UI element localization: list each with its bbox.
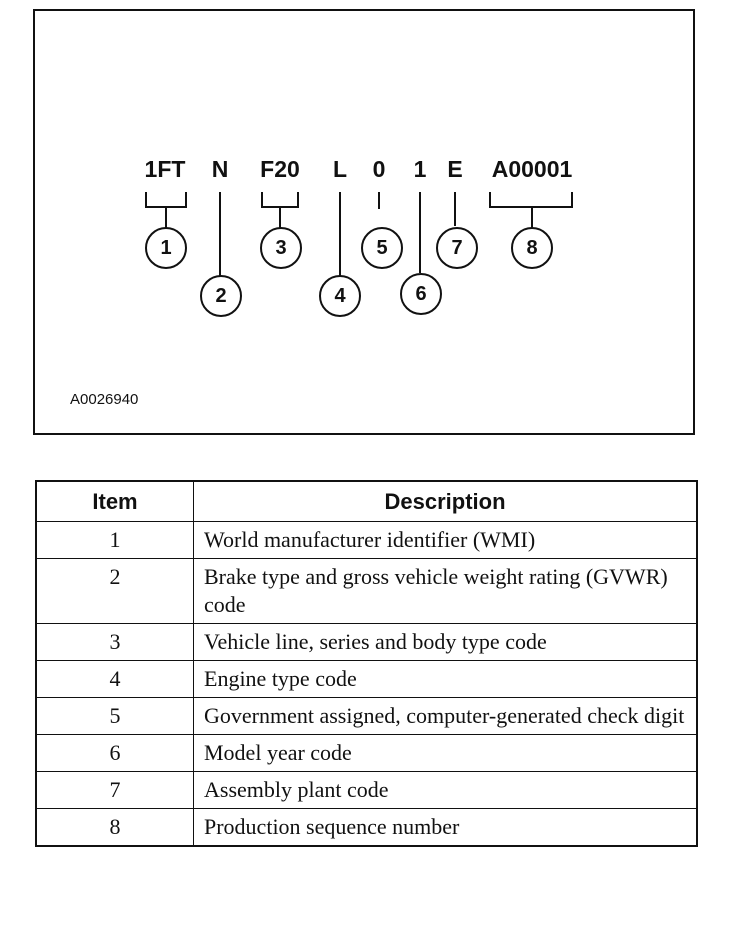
vin-segment-1: 1FT <box>144 156 186 182</box>
callout-6 <box>401 274 441 314</box>
item-description: Vehicle line, series and body type code <box>194 624 698 661</box>
vin-diagram <box>33 9 695 435</box>
table-row <box>36 559 697 624</box>
vin-segment-7: E <box>447 156 463 182</box>
bracket-1 <box>146 192 186 230</box>
vin-diagram-svg <box>35 11 697 437</box>
item-number: 6 <box>36 735 194 772</box>
callout-1 <box>146 228 186 268</box>
leader-lines <box>146 192 572 282</box>
legend-header-row <box>36 481 697 522</box>
item-number: 3 <box>36 624 194 661</box>
vin-segment-3: F20 <box>260 156 300 182</box>
callout-6-number: 6 <box>415 283 427 305</box>
vin-segment-8: A00001 <box>491 156 573 182</box>
vin-segment-6: 1 <box>413 156 427 182</box>
description-column-header: Description <box>194 481 698 522</box>
vin-segment-4: L <box>332 156 348 182</box>
bracket-3 <box>262 192 298 229</box>
item-number: 1 <box>36 522 194 559</box>
item-number: 5 <box>36 698 194 735</box>
table-row <box>36 522 697 559</box>
item-number: 4 <box>36 661 194 698</box>
callout-8 <box>512 228 552 268</box>
vin-segment-5: 0 <box>372 156 386 182</box>
callout-3-number: 3 <box>275 237 287 259</box>
callout-3 <box>261 228 301 268</box>
item-description: World manufacturer identifier (WMI) <box>194 522 698 559</box>
table-row <box>36 661 697 698</box>
table-row <box>36 772 697 809</box>
legend-table <box>35 480 698 847</box>
callout-8-number: 8 <box>526 237 538 259</box>
bracket-8 <box>490 192 572 229</box>
callout-2 <box>201 276 241 316</box>
callout-2-number: 2 <box>215 285 227 307</box>
callout-4-number: 4 <box>334 285 346 307</box>
vin-segment-2: N <box>211 156 229 182</box>
callout-4 <box>320 276 360 316</box>
item-number: 7 <box>36 772 194 809</box>
item-number: 8 <box>36 809 194 847</box>
table-row <box>36 624 697 661</box>
item-description: Engine type code <box>194 661 698 698</box>
figure-id: A0026940 <box>70 391 139 408</box>
item-number: 2 <box>36 559 194 624</box>
table-row <box>36 698 697 735</box>
item-description: Assembly plant code <box>194 772 698 809</box>
item-description: Government assigned, computer-generated check digit <box>194 698 698 735</box>
callout-7-number: 7 <box>451 237 463 259</box>
table-row <box>36 735 697 772</box>
callout-7 <box>437 228 477 268</box>
item-description: Model year code <box>194 735 698 772</box>
callout-5-number: 5 <box>376 237 388 259</box>
item-column-header: Item <box>36 481 194 522</box>
item-description: Brake type and gross vehicle weight rating (GVWR) code <box>194 559 698 624</box>
callout-1-number: 1 <box>160 237 172 259</box>
item-description: Production sequence number <box>194 809 698 847</box>
callout-5 <box>362 228 402 268</box>
table-row <box>36 809 697 847</box>
